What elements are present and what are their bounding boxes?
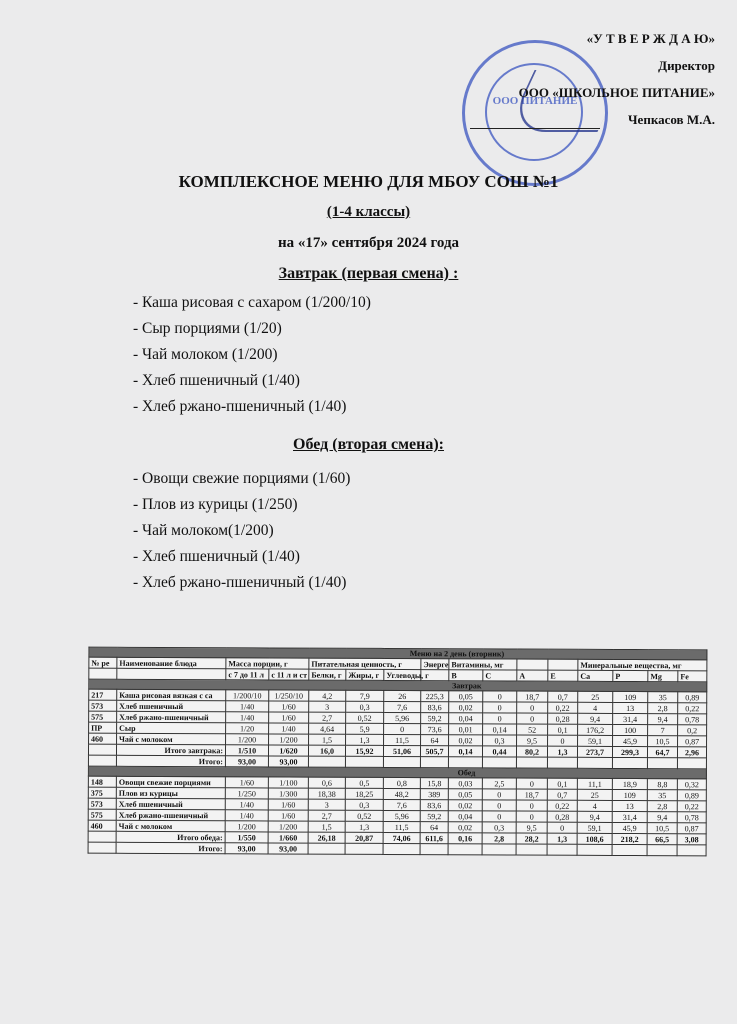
cell (577, 757, 612, 768)
subtotal-cell: 3,08 (677, 834, 706, 845)
cell: 1,5 (308, 821, 345, 832)
cell: 1/200 (268, 821, 308, 832)
subtotal-cell: 505,7 (420, 746, 448, 757)
cell: 64 (421, 735, 449, 746)
cell: 1/60 (269, 712, 309, 723)
subtotal-cell: 273,7 (577, 746, 612, 757)
cell: 18,7 (517, 691, 548, 702)
cell: 0,02 (449, 702, 483, 713)
dish-name: Каша рисовая вязкая с са (117, 689, 226, 700)
cell: 1/60 (268, 810, 308, 821)
approval-name: Чепкасов М.А. (628, 112, 715, 127)
cell: 0,3 (345, 799, 383, 810)
recipe-number: 575 (88, 809, 116, 820)
cell: 25 (578, 691, 613, 702)
cell: 59,1 (577, 822, 612, 833)
subtotal-cell: 1/660 (268, 832, 308, 843)
cell: 225,3 (421, 691, 449, 702)
breakfast-item: - Хлеб пшеничный (1/40) (133, 372, 300, 389)
cell: 52 (517, 724, 548, 735)
cell: 0,05 (449, 691, 483, 702)
total-cell: 93,00 (268, 756, 308, 767)
cell: 1/100 (268, 777, 308, 788)
subtotal-cell: 1,3 (547, 833, 577, 844)
cell: 26 (384, 690, 421, 701)
cell: 2,7 (308, 810, 345, 821)
dish-name: Овощи свежие порциями (116, 776, 225, 787)
cell: 0 (483, 691, 517, 702)
cell (308, 756, 345, 767)
cell: 5,9 (346, 723, 384, 734)
cell: 4,2 (309, 690, 346, 701)
cell: 0,3 (483, 735, 517, 746)
cell (420, 844, 448, 855)
total-row (88, 842, 706, 856)
cell: 100 (613, 724, 648, 735)
cell: 1/40 (226, 701, 269, 712)
cell: 1/40 (225, 799, 268, 810)
subtotal-label: Итого завтрака: (116, 744, 225, 755)
col-carbs: Углеводы, г (384, 669, 421, 680)
total-label: Итого: (116, 842, 225, 853)
breakfast-item: - Чай молоком (1/200) (133, 346, 278, 363)
cell: 0,2 (678, 725, 707, 736)
cell: 0,04 (449, 713, 483, 724)
recipe-number: 460 (89, 733, 117, 744)
cell: 0 (482, 789, 516, 800)
dish-name: Хлеб пшеничный (117, 700, 226, 711)
col-B: B (449, 670, 483, 681)
subtotal-cell: 299,3 (612, 746, 647, 757)
recipe-number: 573 (89, 700, 117, 711)
cell (516, 844, 547, 855)
lunch-item: - Хлеб ржано-пшеничный (1/40) (133, 574, 347, 591)
cell: 9,4 (647, 812, 677, 823)
dish-name: Чай с молоком (116, 820, 225, 831)
cell: 0,05 (448, 789, 482, 800)
cell: 9,4 (577, 811, 612, 822)
cell: 0 (482, 800, 516, 811)
col-num: № ре (89, 657, 117, 668)
cell: 0,03 (448, 778, 482, 789)
cell: 8,8 (647, 779, 677, 790)
cell: 10,5 (647, 823, 677, 834)
cell: 31,4 (612, 811, 647, 822)
col-E: E (548, 670, 578, 681)
cell: 5,96 (383, 810, 420, 821)
breakfast-list (133, 290, 371, 420)
cell: 389 (420, 789, 448, 800)
cell: 11,1 (577, 778, 612, 789)
col-C: C (483, 670, 517, 681)
cell: 0 (384, 723, 421, 734)
subtotal-cell: 28,2 (516, 833, 547, 844)
cell (383, 843, 420, 854)
col-mass2: с 11 л и ст (269, 669, 309, 680)
col-energy: Энерге (421, 659, 449, 670)
cell: 0,52 (345, 810, 383, 821)
cell: 1,5 (309, 734, 346, 745)
cell: 0,28 (547, 811, 577, 822)
cell (612, 844, 647, 855)
cell: 0 (516, 800, 547, 811)
cell: 0 (516, 778, 547, 789)
cell: 0,14 (483, 724, 517, 735)
cell: 1/200 (269, 734, 309, 745)
subtotal-cell: 0,44 (482, 746, 516, 757)
page-title: КОМПЛЕКСНОЕ МЕНЮ ДЛЯ МБОУ СОШ №1 (178, 172, 559, 191)
cell: 0,04 (448, 811, 482, 822)
subtotal-cell: 1/550 (225, 832, 268, 843)
recipe-number: 148 (88, 776, 116, 787)
lunch-item: - Плов из курицы (1/250) (133, 496, 298, 513)
cell: 1,3 (345, 821, 383, 832)
cell: 59,1 (578, 735, 613, 746)
cell: 10,5 (648, 736, 678, 747)
cell: 0,02 (448, 800, 482, 811)
cell: 9,4 (578, 713, 613, 724)
approval-position: Директор (658, 58, 715, 73)
cell: 4,64 (309, 723, 346, 734)
cell (647, 845, 677, 856)
cell: 1/40 (225, 810, 268, 821)
cell: 59,2 (420, 811, 448, 822)
recipe-number: ПР (89, 722, 117, 733)
cell: 0,22 (678, 703, 707, 714)
subtotal-cell: 66,5 (647, 834, 677, 845)
approval-title: «У Т В Е Р Ж Д А Ю» (586, 31, 715, 46)
subtotal-cell: 20,87 (345, 832, 383, 843)
cell (420, 757, 448, 768)
cell: 2,8 (648, 703, 678, 714)
cell: 0 (547, 822, 577, 833)
total-cell: 93,00 (225, 843, 268, 854)
cell (647, 758, 677, 769)
subtotal-cell: 16,0 (308, 745, 345, 756)
cell: 0,78 (678, 714, 707, 725)
subtotal-cell: 74,06 (383, 832, 420, 843)
cell: 1/250/10 (269, 690, 309, 701)
cell (345, 756, 383, 767)
dish-name: Чай с молоком (117, 733, 226, 744)
dish-name: Плов из курицы (116, 787, 225, 798)
cell: 64 (420, 822, 448, 833)
cell: 83,6 (420, 800, 448, 811)
cell: 1/40 (226, 712, 269, 723)
section-title: Обед (88, 766, 706, 779)
cell: 109 (612, 789, 647, 800)
cell: 3 (309, 701, 346, 712)
cell: 35 (648, 692, 678, 703)
cell (448, 757, 482, 768)
cell: 59,2 (421, 713, 449, 724)
cell: 0,1 (547, 778, 577, 789)
subtotal-cell: 218,2 (612, 833, 647, 844)
subtotal-cell: 0,16 (448, 833, 482, 844)
lunch-title: Обед (вторая смена): (293, 436, 444, 453)
cell: 0,6 (308, 777, 345, 788)
cell: 18,9 (612, 778, 647, 789)
cell: 0,89 (677, 790, 706, 801)
cell: 2,7 (309, 712, 346, 723)
total-cell: 93,00 (268, 843, 308, 854)
cell: 0,28 (548, 713, 578, 724)
cell: 0,32 (677, 779, 706, 790)
cell: 1/200 (225, 821, 268, 832)
cell (88, 755, 116, 766)
cell: 11,5 (383, 821, 420, 832)
cell: 3 (308, 799, 345, 810)
cell: 0 (517, 702, 548, 713)
subtotal-cell: 0,14 (448, 746, 482, 757)
col-A: A (517, 670, 548, 681)
cell (677, 758, 706, 769)
cell (516, 757, 547, 768)
cell: 0,52 (346, 712, 384, 723)
dish-name: Хлеб ржано-пшеничный (116, 809, 225, 820)
cell: 0,22 (547, 800, 577, 811)
cell: 0,7 (547, 789, 577, 800)
cell: 7,6 (384, 701, 421, 712)
cell: 2,5 (482, 778, 516, 789)
subtotal-cell: 1,3 (547, 746, 577, 757)
cell: 9,5 (517, 735, 548, 746)
subtotal-cell: 26,18 (308, 832, 345, 843)
col-name: Наименование блюда (117, 657, 226, 668)
cell (383, 756, 420, 767)
subtotal-cell: 611,6 (420, 833, 448, 844)
cell: 0 (517, 713, 548, 724)
cell (482, 757, 516, 768)
menu-table (88, 647, 708, 857)
lunch-item: - Хлеб пшеничный (1/40) (133, 548, 300, 565)
cell: 0,7 (548, 691, 578, 702)
subtotal-label: Итого обеда: (116, 831, 225, 842)
cell: 109 (613, 691, 648, 702)
subtotal-cell: 2,96 (677, 747, 706, 758)
cell: 0 (483, 702, 517, 713)
cell: 15,8 (420, 778, 448, 789)
lunch-list (133, 466, 350, 596)
cell: 13 (612, 800, 647, 811)
cell (88, 831, 116, 842)
cell (448, 844, 482, 855)
cell: 73,6 (421, 724, 449, 735)
company-stamp: ООО ПИТАНИЕ (462, 40, 608, 186)
cell: 0,78 (677, 812, 706, 823)
cell: 176,2 (578, 724, 613, 735)
cell (547, 757, 577, 768)
dish-name: Хлеб ржано-пшеничный (117, 711, 226, 722)
cell: 0,87 (678, 736, 707, 747)
recipe-number: 575 (89, 711, 117, 722)
cell: 4 (578, 702, 613, 713)
col-mass1: с 7 до 11 л (226, 669, 269, 680)
cell: 1,3 (346, 734, 384, 745)
cell: 35 (647, 790, 677, 801)
recipe-number: 375 (88, 787, 116, 798)
col-protein: Белки, г (309, 669, 346, 680)
cell: 11,5 (384, 734, 421, 745)
cell: 18,7 (516, 789, 547, 800)
col-fat: Жиры, г (346, 669, 384, 680)
cell: 45,9 (612, 822, 647, 833)
cell: 0,02 (449, 735, 483, 746)
cell (547, 844, 577, 855)
cell: 0,3 (482, 822, 516, 833)
col-P: P (613, 670, 648, 681)
recipe-number: 460 (88, 820, 116, 831)
cell: 1/250 (225, 788, 268, 799)
cell: 1/40 (269, 723, 309, 734)
cell: 7 (648, 725, 678, 736)
cell: 0,01 (449, 724, 483, 735)
cell: 9,4 (648, 714, 678, 725)
cell (577, 844, 612, 855)
cell: 48,2 (383, 788, 420, 799)
cell: 45,9 (613, 735, 648, 746)
lunch-item: - Чай молоком(1/200) (133, 522, 274, 539)
cell: 0,87 (677, 823, 706, 834)
cell (88, 744, 116, 755)
cell: 13 (613, 702, 648, 713)
cell: 83,6 (421, 702, 449, 713)
cell: 0 (483, 713, 517, 724)
section-title: Завтрак (89, 679, 707, 692)
cell (308, 843, 345, 854)
cell: 0,3 (346, 701, 384, 712)
breakfast-item: - Сыр порциями (1/20) (133, 320, 282, 337)
cell: 0,22 (548, 702, 578, 713)
cell: 1/200/10 (226, 690, 269, 701)
cell: 18,38 (308, 788, 345, 799)
cell: 1/200 (226, 734, 269, 745)
col-Ca: Ca (578, 670, 613, 681)
subtotal-cell: 1/620 (268, 745, 308, 756)
cell (677, 845, 706, 856)
col-nutr: Питательная ценность, г (309, 658, 421, 669)
cell: 1/60 (269, 701, 309, 712)
cell: 9,5 (516, 822, 547, 833)
cell: 31,4 (613, 713, 648, 724)
subtotal-cell: 51,06 (383, 745, 420, 756)
cell: 1/300 (268, 788, 308, 799)
col-mass: Масса порции, г (226, 658, 309, 669)
cell: 18,25 (345, 788, 383, 799)
total-label: Итого: (116, 755, 225, 766)
col-Mg: Mg (648, 671, 678, 682)
cell (482, 844, 516, 855)
subtotal-cell: 108,6 (577, 833, 612, 844)
menu-date: на «17» сентября 2024 года (277, 235, 460, 251)
col-Fe: Fe (678, 671, 707, 682)
cell: 1/60 (225, 777, 268, 788)
cell: 0,22 (677, 801, 706, 812)
cell: 0 (482, 811, 516, 822)
table-title: Меню на 2 день (вторник) (89, 647, 707, 660)
cell: 0,1 (548, 724, 578, 735)
cell (88, 842, 116, 853)
cell: 5,96 (384, 712, 421, 723)
recipe-number: 573 (88, 798, 116, 809)
cell: 0 (548, 735, 578, 746)
approval-org: ООО «ШКОЛЬНОЕ ПИТАНИЕ» (518, 85, 715, 100)
cell: 0,89 (678, 692, 707, 703)
signature-line (470, 128, 600, 129)
col-minerals: Минеральные вещества, мг (578, 659, 707, 671)
cell: 1/20 (226, 723, 269, 734)
cell: 0,5 (345, 777, 383, 788)
cell: 4 (577, 800, 612, 811)
cell: 2,8 (647, 801, 677, 812)
subtotal-cell: 15,92 (345, 745, 383, 756)
grades: (1-4 классы) (326, 204, 411, 220)
dish-name: Сыр (117, 722, 226, 733)
cell (612, 757, 647, 768)
breakfast-item: - Хлеб ржано-пшеничный (1/40) (133, 398, 347, 415)
subtotal-cell: 80,2 (516, 746, 547, 757)
breakfast-item: - Каша рисовая с сахаром (1/200/10) (133, 294, 371, 311)
lunch-item: - Овощи свежие порциями (1/60) (133, 470, 351, 487)
cell (345, 843, 383, 854)
dish-name: Хлеб пшеничный (116, 798, 225, 809)
cell: 25 (577, 789, 612, 800)
cell: 7,9 (346, 690, 384, 701)
subtotal-cell: 1/510 (225, 745, 268, 756)
cell: 7,6 (383, 799, 420, 810)
total-cell: 93,00 (225, 756, 268, 767)
col-vitamins: Витамины, мг (449, 659, 517, 670)
cell: 0,8 (383, 777, 420, 788)
cell: 0,02 (448, 822, 482, 833)
subtotal-cell: 2,8 (482, 833, 516, 844)
cell: 0 (516, 811, 547, 822)
cell: 1/60 (268, 799, 308, 810)
subtotal-cell: 64,7 (647, 747, 677, 758)
breakfast-title: Завтрак (первая смена) : (278, 265, 459, 282)
recipe-number: 217 (89, 689, 117, 700)
